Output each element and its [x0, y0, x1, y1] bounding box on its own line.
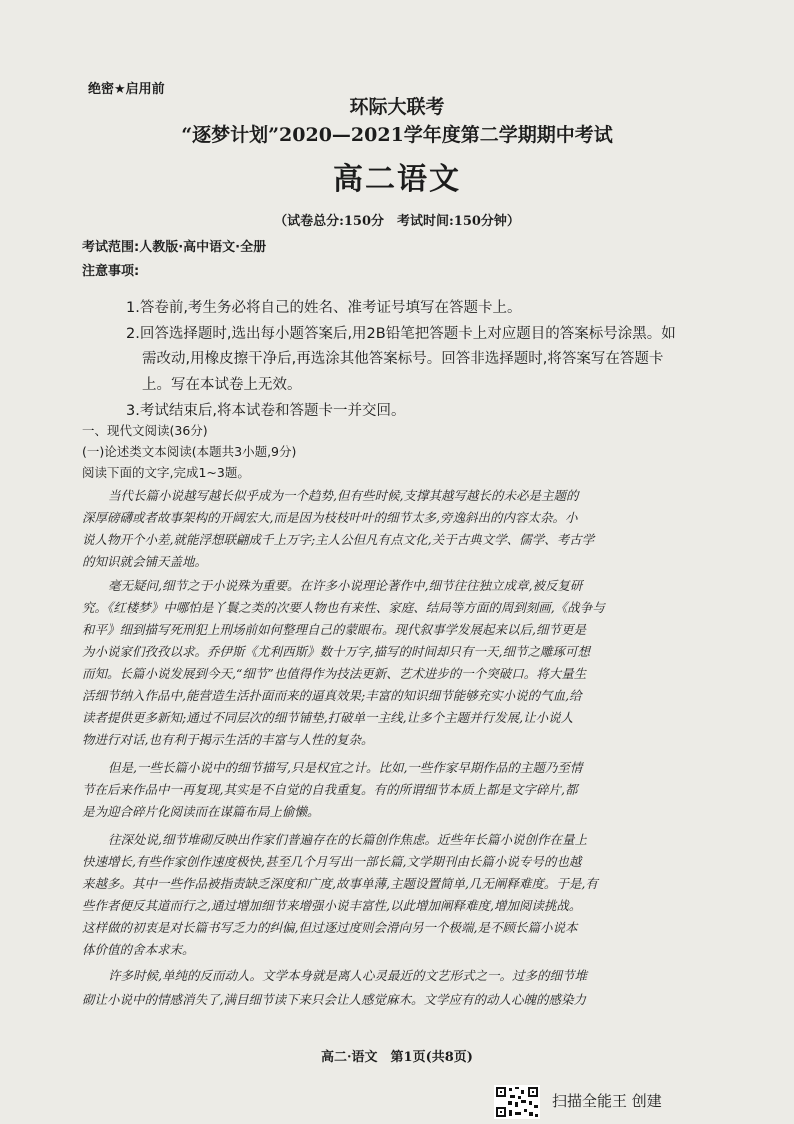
passage-line: 而知。长篇小说发展到今天,“细节”也值得作为技法更新、艺术进步的一个突破口。将大量生: [82, 666, 587, 681]
exam-title: “逐梦计划”2020—2021学年度第二学期期中考试: [181, 124, 613, 146]
passage-line: 但是,一些长篇小说中的细节描写,只是权宜之计。比如,一些作家早期作品的主题乃至情: [108, 760, 583, 775]
exam-meta: （试卷总分:150分 考试时间:150分钟）: [274, 214, 520, 229]
passage-line: 究。《红楼梦》中哪怕是丫鬟之类的次要人物也有来性、家庭、结局等方面的周到刻画,《战争与: [82, 600, 605, 615]
passage-line: 快速增长,有些作家创作速度极快,甚至几个月写出一部长篇,文学期刊由长篇小说专号的也越: [82, 854, 582, 869]
exam-organizer: 环际大联考: [349, 96, 445, 118]
notice-line: 2.回答选择题时,选出每小题答案后,用2B铅笔把答题卡上对应题目的答案标号涂黑。如: [126, 326, 676, 342]
passage-line: 和平》细到描写死刑犯上刑场前如何整理自己的蒙眼布。现代叙事学发展起来以后,细节更是: [82, 622, 586, 637]
passage-line: 深厚磅礴或者故事架构的开阔宏大,而是因为枝枝叶叶的细节太多,旁逸斜出的内容太杂。小: [82, 510, 578, 525]
passage-line: 物进行对话,也有利于揭示生活的丰富与人性的复杂。: [82, 732, 374, 747]
reading-instruction: 阅读下面的文字,完成1~3题。: [82, 465, 250, 480]
exam-scope: 考试范围:人教版·高中语文·全册: [82, 240, 267, 255]
passage-line: 当代长篇小说越写越长似乎成为一个趋势,但有些时候,支撑其越写越长的未必是主题的: [108, 488, 579, 503]
notice-line: 需改动,用橡皮擦干净后,再选涂其他答案标号。回答非选择题时,将答案写在答题卡: [142, 351, 664, 367]
subject-title: 高二语文: [333, 162, 461, 197]
passage-line: 说人物开个小差,就能浮想联翩成千上万字;主人公但凡有点文化,关于古典文学、儒学、考古学: [82, 532, 595, 547]
passage-line: 的知识就会铺天盖地。: [82, 554, 208, 569]
page-footer: 高二·语文 第1页(共8页): [321, 1050, 473, 1065]
passage-line: 体价值的舍本求末。: [82, 942, 195, 957]
notice-line: 上。写在本试卷上无效。: [142, 377, 302, 393]
passage-line: 些作者便反其道而行之,通过增加细节来增强小说丰富性,以此增加阐释难度,增加阅读挑战。: [82, 898, 582, 913]
notice-heading: 注意事项:: [82, 264, 140, 279]
qr-code-icon: [494, 1085, 540, 1119]
scanner-watermark: 扫描全能王 创建: [552, 1092, 662, 1110]
passage-line: 往深处说,细节堆砌反映出作家们普遍存在的长篇创作焦虑。近些年长篇小说创作在量上: [108, 832, 587, 847]
passage-line: 毫无疑问,细节之于小说殊为重要。在许多小说理论著作中,细节往往独立成章,被反复研: [108, 578, 583, 593]
passage-line: 为小说家们孜孜以求。乔伊斯《尤利西斯》数十万字,描写的时间却只有一天,细节之雕琢可想: [82, 644, 590, 659]
passage-line: 许多时候,单纯的反而动人。文学本身就是离人心灵最近的文艺形式之一。过多的细节堆: [108, 968, 587, 983]
passage-line: 活细节纳入作品中,能营造生活扑面而来的逼真效果;丰富的知识细节能够充实小说的气血,给: [82, 688, 582, 703]
passage-line: 读者提供更多新知;通过不同层次的细节铺垫,打破单一主线,让多个主题并行发展,让小说人: [82, 710, 574, 725]
section-title: 一、现代文阅读(36分): [82, 423, 208, 438]
confidential-label: 绝密★启用前: [88, 82, 165, 97]
passage-line: 来越多。其中一些作品被指责缺乏深度和广度,故事单薄,主题设置简单,几无阐释难度。于是,有: [82, 876, 598, 891]
passage-line: 是为迎合碎片化阅读而在谋篇布局上偷懒。: [82, 804, 320, 819]
passage-line: 节在后来作品中一再复现,其实是不自觉的自我重复。有的所谓细节本质上都是文字碎片,都: [82, 782, 578, 797]
passage-line: 砌让小说中的情感消失了,满目细节读下来只会让人感觉麻木。文学应有的动人心魄的感染力: [82, 992, 586, 1007]
passage-line: 这样做的初衷是对长篇书写乏力的纠偏,但过逐过度则会滑向另一个极端,是不顾长篇小说本: [82, 920, 578, 935]
subsection-title: (一)论述类文本阅读(本题共3小题,9分): [82, 444, 297, 459]
notice-line: 3.考试结束后,将本试卷和答题卡一并交回。: [126, 403, 406, 419]
notice-line: 1.答卷前,考生务必将自己的姓名、准考证号填写在答题卡上。: [126, 300, 522, 316]
